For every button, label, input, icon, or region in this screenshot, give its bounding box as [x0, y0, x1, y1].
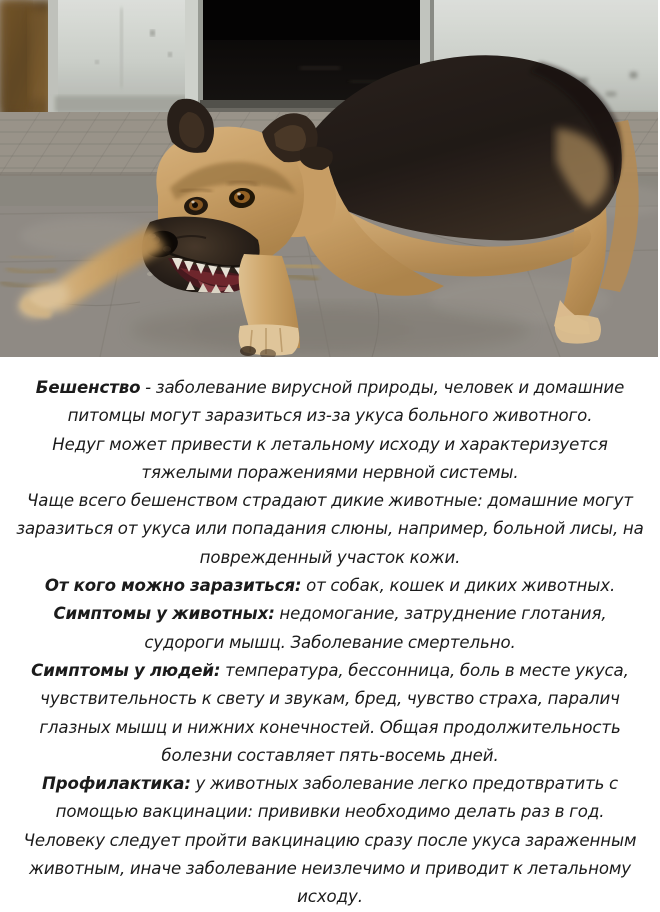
lead-rabies: Бешенство [35, 378, 141, 397]
paragraph-human-symptoms-text: температура, бессонница, боль в месте укуса, чувствительность к свету и звукам, бред, чувство страха, паралич глазных мышц и нижних конечностей. Общая продолжительность болезни составляет пять-восемь дней. [39, 660, 629, 765]
dog-photo-illustration [0, 0, 658, 357]
paragraph-prevention [16, 770, 644, 911]
lead-animal-symptoms: Симптомы у животных: [53, 604, 275, 624]
paragraph-animal-symptoms-text: недомогание, затруднение глотания, судороги мышц. Заболевание смертельно. [144, 604, 607, 652]
paragraph-animal-symptoms [16, 600, 644, 657]
dog-photo [0, 0, 658, 357]
paragraph-outcome [16, 431, 644, 488]
paragraph-sources [16, 572, 644, 600]
article-body [0, 357, 660, 912]
paragraph-human-symptoms [16, 657, 644, 770]
paragraph-prevention-text: у животных заболевание легко предотвратить с помощью вакцинации: прививки необходимо делать раз в год. Человеку следует пройти вакцинацию сразу после укуса зараженным животным, иначе заболевание неизлечимо и приводит к летальному исходу. [23, 774, 637, 907]
lead-human-symptoms: Симптомы у людей: [31, 660, 221, 680]
paragraph-definition-text: - заболевание вирусной природы, человек и домашние питомцы могут заразиться из-за укуса больного животного. [67, 378, 625, 426]
paragraph-definition [16, 374, 644, 431]
paragraph-carriers [16, 487, 644, 572]
paragraph-sources-text: от собак, кошек и диких животных. [301, 576, 616, 596]
lead-sources: От кого можно заразиться: [44, 576, 302, 596]
paragraph-carriers-text: Чаще всего бешенством страдают дикие животные: домашние могут заразиться от укуса или попадания слюны, например, больной лисы, на поврежденный участок кожи. [16, 491, 644, 567]
paragraph-outcome-text: Недуг может привести к летальному исходу и характеризуется тяжелыми поражениями нервной системы. [52, 434, 608, 482]
lead-prevention: Профилактика: [41, 774, 191, 794]
